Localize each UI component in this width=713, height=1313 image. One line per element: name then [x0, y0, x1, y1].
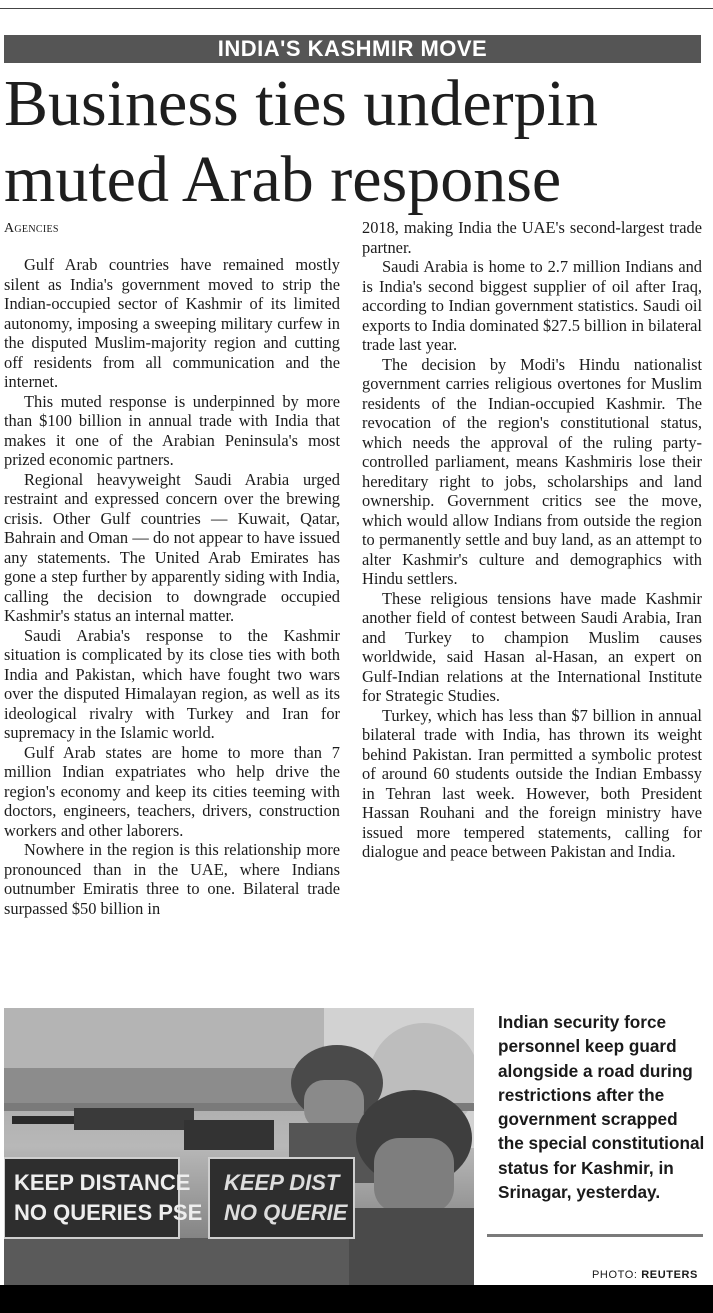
- section-label: INDIA'S KASHMIR MOVE: [4, 35, 701, 63]
- paragraph: Gulf Arab countries have remained mostly silent as India's government moved to strip the Indian-occupied sector of Kashmir of its limited autonomy, imposing a sweeping military curfew in the disputed Muslim-majority region and cutting off residents from all communication and the internet.: [4, 255, 340, 391]
- top-rule: [0, 8, 713, 9]
- paragraph-continuation: 2018, making India the UAE's second-largest trade partner.: [362, 218, 702, 257]
- sign2-text-1: KEEP DIST: [224, 1170, 340, 1195]
- headline: [4, 66, 709, 218]
- sign-text-1: KEEP DISTANCE: [14, 1170, 191, 1195]
- paragraph: Saudi Arabia's response to the Kashmir situation is complicated by its close ties with both India and Pakistan, which have fought two wars over the disputed Himalayan region, as well as its ideological rivalry with Turkey and Iran for supremacy in the Islamic world.: [4, 625, 340, 742]
- photo-credit-source: REUTERS: [641, 1269, 698, 1281]
- article-column-1: [4, 255, 340, 918]
- paragraph: Turkey, which has less than $7 billion in annual bilateral trade with India, has thrown its weight behind Pakistan. Iran permitted a symbolic protest of around 60 students outside the Indian Embassy in Tehran last week. However, both President Hassan Rouhani and the foreign ministry have issued more tempered statements, calling for dialogue and peace between Pakistan and India.: [362, 705, 702, 861]
- bottom-bar: [0, 1285, 713, 1313]
- photo-credit-label: PHOTO:: [592, 1269, 638, 1281]
- paragraph: Nowhere in the region is this relationship more pronounced than in the UAE, where Indians outnumber Emiratis three to one. Bilateral trade surpassed $50 billion in: [4, 840, 340, 918]
- headline-line-1: Business ties underpin: [4, 67, 598, 140]
- paragraph: Gulf Arab states are home to more than 7 million Indian expatriates who help drive the region's economy and keep its cities teeming with doctors, engineers, teachers, drivers, construction workers and other laborers.: [4, 742, 340, 840]
- paragraph: Saudi Arabia is home to 2.7 million Indians and is India's second biggest supplier of oil after Iraq, according to Indian government statistics. Saudi oil exports to India dominated $27.5 billion in bilateral trade last year.: [362, 257, 702, 354]
- paragraph: Regional heavyweight Saudi Arabia urged restraint and expressed concern over the brewing crisis. Other Gulf countries — Kuwait, Qatar, Bahrain and Oman — do not appear to have issued any statements. The United Arab Emirates has gone a step further by apparently siding with India, calling the decision to downgrade occupied Kashmir's status an internal matter.: [4, 469, 340, 625]
- headline-line-2: muted Arab response: [4, 143, 562, 216]
- paragraph: This muted response is underpinned by more than $100 billion in annual trade with India that makes it one of the Arabian Peninsula's most prized economic partners.: [4, 391, 340, 469]
- byline: Agencies: [4, 221, 59, 236]
- photo-credit: [592, 1269, 698, 1281]
- paragraph: The decision by Modi's Hindu nationalist government carries religious overtones for Muslim residents of the Indian-occupied Kashmir. The revocation of the region's constitutional status, which needs the approval of the ruling party-controlled parliament, means Kashmiris lose their hereditary right to jobs, scholarships and land ownership. Government critics see the move, which would allow Indians from outside the region to permanently settle and buy land, as an attempt to alter Kashmir's culture and demographics with Hindu settlers.: [362, 354, 702, 588]
- sign-text-2: NO QUERIES PSE: [14, 1200, 203, 1225]
- sign2-text-2: NO QUERIE: [224, 1200, 348, 1225]
- news-photo: [4, 1008, 474, 1285]
- paragraph: These religious tensions have made Kashmir another field of contest between Saudi Arabia, Iran and Turkey to champion Muslim causes worldwide, said Hasan al-Hasan, an expert on Gulf-Indian relations at the International Institute for Strategic Studies.: [362, 588, 702, 705]
- caption-rule: [487, 1234, 703, 1237]
- photo-caption: Indian security force personnel keep guard alongside a road during restrictions after the government scrapped the special constitutional status for Kashmir, in Srinagar, yesterday.: [498, 1012, 705, 1203]
- article-column-2: [362, 218, 702, 862]
